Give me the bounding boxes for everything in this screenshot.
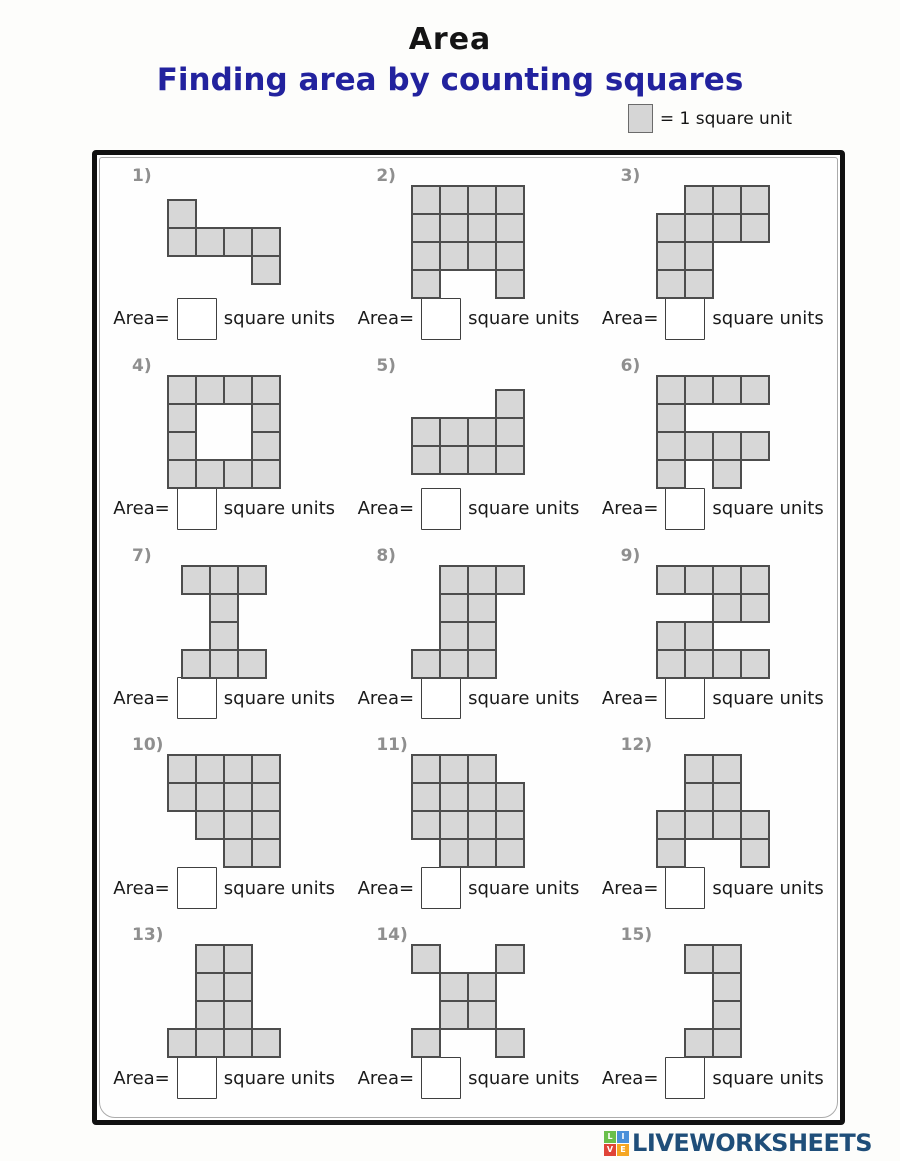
unit-square	[411, 810, 441, 840]
shape-zone	[346, 945, 590, 1057]
area-answer-input[interactable]	[177, 488, 217, 530]
unit-square	[467, 565, 497, 595]
unit-square	[495, 1028, 525, 1058]
area-label: Area=	[357, 877, 415, 899]
problem-number: 3)	[620, 166, 641, 186]
problem-3	[591, 160, 835, 350]
shape-figure	[181, 565, 267, 679]
units-label: square units	[468, 498, 580, 520]
shape-figure	[167, 199, 281, 285]
unit-square	[411, 185, 441, 215]
unit-square	[439, 838, 469, 868]
unit-square	[209, 621, 239, 651]
unit-square	[684, 810, 714, 840]
unit-square	[684, 944, 714, 974]
problem-8	[346, 540, 590, 730]
area-label: Area=	[357, 498, 415, 520]
unit-square	[411, 445, 441, 475]
unit-square	[495, 269, 525, 299]
unit-square	[411, 241, 441, 271]
page-subtitle: Finding area by counting squares	[156, 62, 744, 98]
unit-square	[195, 782, 225, 812]
unit-square	[209, 593, 239, 623]
unit-square	[656, 375, 686, 405]
unit-square	[495, 185, 525, 215]
area-label: Area=	[113, 308, 170, 330]
area-answer-input[interactable]	[177, 1057, 217, 1099]
unit-square	[167, 1028, 197, 1058]
unit-square	[467, 445, 497, 475]
unit-square	[411, 782, 441, 812]
unit-square	[439, 754, 469, 784]
unit-square	[251, 838, 281, 868]
area-answer-input[interactable]	[177, 677, 217, 719]
problem-number: 5)	[376, 355, 396, 376]
area-label: Area=	[601, 1067, 659, 1089]
answer-row	[346, 867, 590, 909]
logo-tile-l: L	[604, 1131, 616, 1143]
unit-square	[495, 782, 525, 812]
unit-square	[712, 944, 742, 974]
area-answer-input[interactable]	[665, 1057, 705, 1099]
answer-row	[591, 867, 835, 909]
problem-number: 6)	[620, 355, 641, 376]
shape-zone	[102, 186, 346, 298]
unit-square	[712, 810, 742, 840]
area-answer-input[interactable]	[665, 677, 705, 719]
unit-square	[439, 213, 469, 243]
unit-square	[223, 782, 253, 812]
units-label: square units	[712, 877, 824, 899]
area-label: Area=	[113, 1067, 170, 1089]
unit-square	[195, 1028, 225, 1058]
unit-square	[251, 255, 281, 285]
unit-square	[712, 1000, 742, 1030]
unit-square	[656, 838, 686, 868]
unit-square	[656, 621, 686, 651]
answer-row	[346, 677, 590, 719]
unit-square	[223, 810, 253, 840]
area-label: Area=	[113, 498, 170, 520]
unit-square	[740, 838, 770, 868]
unit-square	[439, 782, 469, 812]
unit-square	[467, 754, 497, 784]
problem-number: 8)	[376, 545, 396, 566]
problem-number: 13)	[132, 925, 164, 946]
unit-square	[740, 213, 770, 243]
unit-square	[167, 754, 197, 784]
unit-square	[712, 593, 742, 623]
unit-square	[439, 1000, 469, 1030]
unit-square	[251, 810, 281, 840]
shape-zone	[346, 186, 590, 298]
legend-label: = 1 square unit	[659, 108, 792, 129]
unit-square	[495, 213, 525, 243]
unit-square	[656, 403, 686, 433]
area-answer-input[interactable]	[177, 298, 217, 340]
unit-square	[251, 754, 281, 784]
answer-row	[346, 488, 590, 530]
unit-square	[439, 185, 469, 215]
unit-square	[167, 403, 197, 433]
area-label: Area=	[601, 877, 659, 899]
problem-15	[591, 919, 835, 1109]
unit-square	[495, 944, 525, 974]
unit-square	[223, 754, 253, 784]
unit-square	[467, 241, 497, 271]
unit-square	[740, 185, 770, 215]
unit-square	[656, 565, 686, 595]
units-label: square units	[712, 687, 824, 709]
unit-square	[251, 782, 281, 812]
problem-12	[591, 729, 835, 919]
area-answer-input[interactable]	[665, 298, 705, 340]
logo-tile-e: E	[617, 1144, 629, 1156]
shape-figure	[656, 375, 770, 489]
shape-figure	[411, 389, 525, 475]
unit-square	[439, 565, 469, 595]
problem-2	[346, 160, 590, 350]
unit-square	[411, 417, 441, 447]
shape-figure	[656, 185, 770, 299]
unit-square	[467, 972, 497, 1002]
unit-square	[495, 810, 525, 840]
unit-square	[684, 565, 714, 595]
unit-square	[167, 227, 197, 257]
legend	[628, 104, 792, 133]
problems-grid	[99, 157, 838, 1118]
units-label: square units	[468, 1067, 580, 1089]
unit-square	[740, 565, 770, 595]
units-label: square units	[712, 308, 824, 330]
unit-square	[223, 944, 253, 974]
problem-number: 4)	[132, 355, 152, 376]
unit-square	[181, 649, 211, 679]
area-answer-input[interactable]	[421, 1057, 461, 1099]
unit-square	[467, 417, 497, 447]
unit-square	[712, 1028, 742, 1058]
unit-square	[195, 810, 225, 840]
worksheet-frame	[92, 150, 845, 1125]
unit-square	[656, 269, 686, 299]
unit-square	[656, 213, 686, 243]
unit-square	[656, 431, 686, 461]
unit-square	[181, 565, 211, 595]
unit-square	[684, 782, 714, 812]
unit-square	[195, 459, 225, 489]
unit-square	[467, 838, 497, 868]
unit-square	[712, 459, 742, 489]
answer-row	[102, 298, 346, 340]
unit-square	[684, 649, 714, 679]
answer-row	[346, 298, 590, 340]
units-label: square units	[223, 498, 336, 520]
units-label: square units	[223, 308, 336, 330]
unit-square	[251, 375, 281, 405]
unit-square	[684, 375, 714, 405]
unit-square	[167, 431, 197, 461]
logo-tile-i: I	[617, 1131, 629, 1143]
unit-square	[195, 944, 225, 974]
unit-square	[237, 565, 267, 595]
shape-figure	[656, 565, 770, 679]
unit-square	[467, 593, 497, 623]
unit-square	[684, 621, 714, 651]
unit-square	[251, 227, 281, 257]
unit-square	[167, 199, 197, 229]
unit-square	[467, 185, 497, 215]
shape-zone	[346, 566, 590, 678]
unit-square	[223, 227, 253, 257]
unit-square	[495, 565, 525, 595]
unit-square	[223, 972, 253, 1002]
unit-square	[684, 213, 714, 243]
shape-zone	[591, 755, 835, 867]
area-answer-input[interactable]	[421, 867, 461, 909]
shape-zone	[102, 755, 346, 867]
area-label: Area=	[601, 498, 659, 520]
unit-square	[411, 649, 441, 679]
problem-14	[346, 919, 590, 1109]
unit-square	[209, 649, 239, 679]
unit-square	[684, 269, 714, 299]
unit-square	[223, 838, 253, 868]
unit-square	[439, 445, 469, 475]
units-label: square units	[223, 687, 336, 709]
problem-number: 9)	[620, 545, 641, 566]
area-answer-input[interactable]	[421, 298, 461, 340]
page-title: Area	[408, 22, 492, 57]
unit-square	[467, 649, 497, 679]
area-answer-input[interactable]	[421, 488, 461, 530]
answer-row	[102, 488, 346, 530]
problem-6	[591, 350, 835, 540]
unit-square	[684, 185, 714, 215]
problem-number: 10)	[132, 735, 164, 756]
problem-number: 2)	[376, 166, 396, 186]
shape-figure	[684, 944, 742, 1058]
shape-zone	[591, 945, 835, 1057]
shape-figure	[411, 565, 525, 679]
unit-square	[712, 375, 742, 405]
unit-square	[467, 621, 497, 651]
area-label: Area=	[357, 1067, 415, 1089]
answer-row	[591, 1057, 835, 1099]
unit-square	[439, 241, 469, 271]
shape-figure	[411, 754, 525, 868]
units-label: square units	[468, 877, 580, 899]
unit-square	[740, 431, 770, 461]
shape-figure	[167, 944, 281, 1058]
shape-zone	[102, 376, 346, 488]
problem-number: 15)	[620, 925, 653, 946]
unit-square	[195, 972, 225, 1002]
units-label: square units	[468, 687, 580, 709]
unit-square	[656, 810, 686, 840]
unit-square	[712, 649, 742, 679]
unit-square	[251, 431, 281, 461]
problem-number: 12)	[620, 735, 653, 756]
shape-figure	[411, 944, 525, 1058]
shape-zone	[591, 566, 835, 678]
answer-row	[591, 677, 835, 719]
shape-zone	[591, 186, 835, 298]
answer-row	[102, 1057, 346, 1099]
area-label: Area=	[357, 308, 415, 330]
area-label: Area=	[357, 687, 415, 709]
problem-9	[591, 540, 835, 730]
unit-square	[684, 241, 714, 271]
problem-5	[346, 350, 590, 540]
unit-square	[712, 431, 742, 461]
shape-figure	[167, 754, 281, 868]
unit-square	[439, 649, 469, 679]
unit-square	[712, 972, 742, 1002]
problem-number: 14)	[376, 925, 408, 946]
shape-figure	[411, 185, 525, 299]
unit-square	[223, 459, 253, 489]
problem-number: 7)	[132, 545, 152, 566]
area-answer-input[interactable]	[177, 867, 217, 909]
problem-13	[102, 919, 346, 1109]
unit-square	[656, 649, 686, 679]
unit-square	[740, 375, 770, 405]
unit-square	[495, 389, 525, 419]
unit-square	[684, 1028, 714, 1058]
unit-square	[495, 417, 525, 447]
answer-row	[591, 298, 835, 340]
problem-number: 11)	[376, 735, 408, 756]
shape-zone	[102, 566, 346, 678]
unit-square	[167, 375, 197, 405]
problem-number: 1)	[132, 166, 152, 186]
shape-zone	[346, 755, 590, 867]
shape-figure	[656, 754, 770, 868]
units-label: square units	[712, 498, 824, 520]
unit-square	[467, 1000, 497, 1030]
unit-square	[684, 431, 714, 461]
units-label: square units	[223, 877, 336, 899]
unit-square	[467, 213, 497, 243]
problem-11	[346, 729, 590, 919]
unit-square	[167, 782, 197, 812]
problem-4	[102, 350, 346, 540]
units-label: square units	[468, 308, 580, 330]
unit-square	[740, 593, 770, 623]
unit-square	[495, 838, 525, 868]
area-answer-input[interactable]	[665, 488, 705, 530]
shape-zone	[102, 945, 346, 1057]
unit-square	[740, 649, 770, 679]
unit-square	[195, 375, 225, 405]
unit-square	[251, 459, 281, 489]
unit-square	[195, 227, 225, 257]
unit-square	[167, 459, 197, 489]
problem-10	[102, 729, 346, 919]
shape-figure	[167, 375, 281, 489]
shape-zone	[346, 376, 590, 488]
unit-square	[411, 213, 441, 243]
unit-square	[712, 754, 742, 784]
unit-square	[740, 810, 770, 840]
unit-square	[467, 782, 497, 812]
unit-square	[439, 621, 469, 651]
unit-square	[712, 213, 742, 243]
logo-tile-v: V	[604, 1144, 616, 1156]
problem-7	[102, 540, 346, 730]
liveworksheets-logo-icon	[604, 1131, 629, 1156]
unit-square	[467, 810, 497, 840]
unit-square	[712, 185, 742, 215]
unit-square	[237, 649, 267, 679]
unit-square	[411, 1028, 441, 1058]
answer-row	[102, 677, 346, 719]
answer-row	[102, 867, 346, 909]
area-label: Area=	[113, 687, 170, 709]
unit-square	[223, 375, 253, 405]
unit-square	[656, 241, 686, 271]
area-answer-input[interactable]	[421, 677, 461, 719]
unit-square	[251, 403, 281, 433]
unit-square-legend-icon	[628, 104, 653, 133]
unit-square	[195, 754, 225, 784]
unit-square	[656, 459, 686, 489]
unit-square	[251, 1028, 281, 1058]
units-label: square units	[223, 1067, 336, 1089]
unit-square	[411, 944, 441, 974]
unit-square	[195, 1000, 225, 1030]
shape-zone	[591, 376, 835, 488]
unit-square	[209, 565, 239, 595]
unit-square	[223, 1028, 253, 1058]
unit-square	[223, 1000, 253, 1030]
answer-row	[591, 488, 835, 530]
area-label: Area=	[113, 877, 170, 899]
unit-square	[439, 417, 469, 447]
unit-square	[712, 782, 742, 812]
unit-square	[411, 754, 441, 784]
unit-square	[439, 972, 469, 1002]
area-label: Area=	[601, 308, 659, 330]
answer-row	[346, 1057, 590, 1099]
unit-square	[495, 445, 525, 475]
unit-square	[712, 565, 742, 595]
area-answer-input[interactable]	[665, 867, 705, 909]
unit-square	[684, 754, 714, 784]
unit-square	[439, 593, 469, 623]
liveworksheets-logo[interactable]	[604, 1129, 872, 1157]
liveworksheets-logo-text: LIVEWORKSHEETS	[632, 1129, 872, 1157]
area-label: Area=	[601, 687, 659, 709]
unit-square	[495, 241, 525, 271]
unit-square	[439, 810, 469, 840]
unit-square	[411, 269, 441, 299]
units-label: square units	[712, 1067, 824, 1089]
problem-1	[102, 160, 346, 350]
